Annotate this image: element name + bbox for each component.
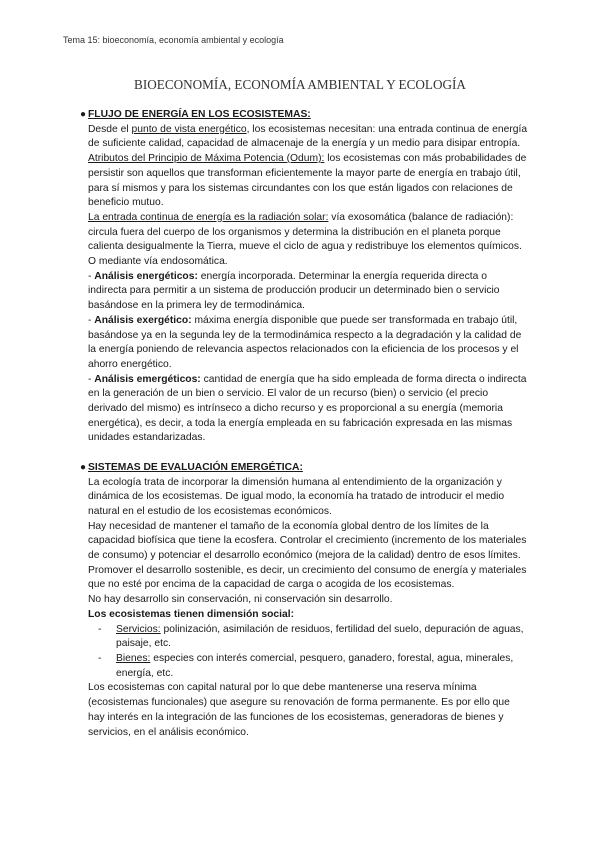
underlined-term: Bienes: <box>116 653 151 664</box>
paragraph: - Análisis exergético: máxima energía disponible que puede ser transformada en trabajo útil, basándose ya en la segunda ley de la termodinámica respecto a la degradación y la calidad de la energía poniendo de relevancia aspectos relacionados con la eficiencia de los procesos y el ahorro energético. <box>88 314 522 370</box>
paragraph <box>88 152 528 211</box>
text: los ecosistemas con más probabilidades de persistir son aquellos que transforman eficientemente la mayor parte de energía en trabajo útil, para sí mismos y para los sistemas circundantes con los que están ligados con relaciones de beneficio mutuo. <box>88 153 527 209</box>
bold-term: Análisis energéticos: <box>94 270 198 282</box>
underlined-term: Servicios: <box>116 623 161 635</box>
list-item <box>98 652 528 681</box>
text: , los ecosistemas necesitan: una entrada continua de energía de suficiente calidad, capacidad de almacenaje de la energía y un medio para disipar entropía. <box>88 123 528 150</box>
paragraph: - Análisis emergéticos: cantidad de energía que ha sido empleada de forma directa o indirecta en la generación de un bien o servicio. El valor de un recurso (bien) o servicio (el precio derivado del mismo) es intrínseco a dicho recurso y es proporcional a su energía (memoria energética), es decir, a toda la energía empleada en su fabricación expresada en las mismas unidades estandarizadas. <box>88 373 527 444</box>
list-item <box>98 623 528 652</box>
bold-term: Análisis exergético: <box>94 314 192 326</box>
page-header: Tema 15: bioeconomía, economía ambiental y ecología <box>63 35 284 45</box>
text: polinización, asimilación de residuos, fertilidad del suelo, depuración de aguas, paisaje, etc. <box>116 623 524 650</box>
dash-list <box>88 623 528 682</box>
document-title: BIOECONOMÍA, ECONOMÍA AMBIENTAL Y ECOLOGÍA <box>134 77 466 92</box>
text: energía incorporada. Determinar la energía requerida directa o indirecta para permitir a un sistema de producción producir un determinado bien o servicio basándose en la primera ley de termodinámica. <box>88 270 500 312</box>
paragraph: No hay desarrollo sin conservación, ni conservación sin desarrollo. <box>88 594 393 606</box>
dash-icon: - <box>98 623 102 635</box>
underlined-term: Atributos del Principio de Máxima Potencia (Odum): <box>88 153 325 165</box>
paragraph: Los ecosistemas con capital natural por lo que debe mantenerse una reserva mínima (ecosistemas funcionales) que asegure su renovación de forma permanente. Es por ello que hay interés en la integración de las funciones de los ecosistemas, generadoras de bienes y servicios, en el análisis económico. <box>88 682 510 738</box>
bold-term: Los ecosistemas tienen dimensión social: <box>88 608 295 620</box>
paragraph <box>88 123 528 152</box>
underlined-term: La entrada continua de energía es la radiación solar: <box>88 211 329 223</box>
section-heading: FLUJO DE ENERGÍA EN LOS ECOSISTEMAS: <box>88 109 311 120</box>
section-energy-flow <box>80 108 528 446</box>
paragraph: La ecología trata de incorporar la dimensión humana al entendimiento de la organización y dinámica de los ecosistemas. De igual modo, la economía ha tratado de introducir el medio natural en el estudio de los ecosistemas económicos. <box>88 476 505 517</box>
bullet-icon: ● <box>80 109 87 120</box>
paragraph <box>88 211 528 270</box>
text: máxima energía disponible que puede ser transformada en trabajo útil, basándose ya en la segunda ley de la termodinámica respecto a la degradación y la calidad de la energía poniendo de relevancia aspectos relacionados con la eficiencia de los procesos y el ahorro energético. <box>88 314 522 370</box>
text: Desde el <box>88 123 132 135</box>
dash-icon: - <box>98 653 102 664</box>
paragraph <box>88 608 528 623</box>
text: especies con interés comercial, pesquero, ganadero, forestal, agua, minerales, energía, etc. <box>116 653 514 679</box>
paragraph: Hay necesidad de mantener el tamaño de la economía global dentro de los límites de la capacidad biofísica que tiene la ecosfera. Controlar el crecimiento (incremento de los materiales de consumo) y potenciar el desarrollo económico (mejora de la calidad) dentro de esos límites. Promover el desarrollo sostenible, es decir, un crecimiento del consumo de energía y materiales que no esté por encima de la capacidad de carga o acogida de los ecosistemas. <box>88 520 527 591</box>
bullet-icon: ● <box>80 461 87 473</box>
section-emergy-evaluation <box>80 461 528 740</box>
bold-term: Análisis emergéticos: <box>94 373 201 385</box>
document-body <box>80 108 528 740</box>
underlined-term: punto de vista energético <box>131 123 247 135</box>
text: cantidad de energía que ha sido empleada de forma directa o indirecta en la generación de un bien o servicio. El valor de un recurso (bien) o servicio (el precio derivado del mismo) es intrínseco a dicho recurso y es proporcional a su energía (memoria energética), es decir, a toda la energía empleada en su fabricación expresada en las mismas unidades estandarizadas. <box>88 373 527 444</box>
section-heading: SISTEMAS DE EVALUACIÓN EMERGÉTICA: <box>88 461 303 473</box>
text: vía exosomática (balance de radiación): circula fuera del cuerpo de los organismos y determina la distribución en el planeta porque calienta desigualmente la Tierra, mueve el ciclo de agua y redistribuye los elementos químicos. O mediante vía endosomática. <box>88 211 522 268</box>
paragraph: - Análisis energéticos: energía incorporada. Determinar la energía requerida directa o indirecta para permitir a un sistema de producción producir un determinado bien o servicio basándose en la primera ley de termodinámica. <box>88 270 500 312</box>
